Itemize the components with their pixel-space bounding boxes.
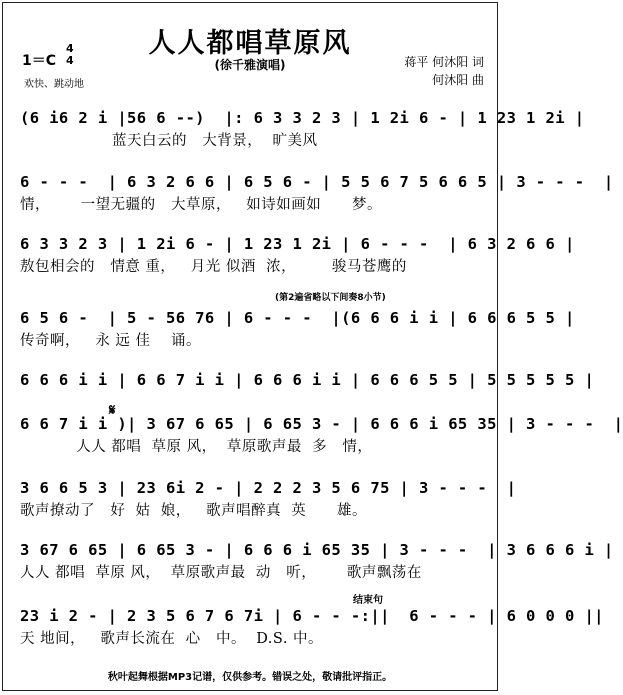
segno-sign: 𝄋 [109,401,116,419]
lyric-line: 情， 一望无疆的 大草原， 如诗如画如 梦。 [20,197,382,213]
score-line-2 [20,173,614,213]
lyric-line: 人人 都唱 草原 风， 草原歌声最 动 听， 歌声飘荡在 [20,565,422,581]
score-line-3 [20,235,575,275]
footer-note: 秋叶起舞根据MP3记谱，仅供参考。错误之处，敬请批评指正。 [107,672,393,683]
lyric-line: 人人 都唱 草原 风， 草原歌声最 多 情， [20,439,373,455]
lyric-line: 歌声撩动了 好 姑 娘， 歌声唱醉真 英 雄。 [20,503,367,519]
lyric-line: 蓝天白云的 大背景， 旷美风 [20,133,318,149]
song-subtitle: (徐千雅演唱) [214,58,286,72]
notation-line: 3 67 6 65 | 6 65 3 - | 6 6 6 i 65 35 | 3 - - - | 3 6 6 6 i | [20,541,614,559]
score-line-7 [20,479,517,519]
score-line-8 [20,541,614,581]
notation-line: 6 6 7 i i )| 3 67 6 65 | 6 65 3 - | 6 6 6 i 65 35 | 3 - - - | [20,415,623,433]
key-signature: 1＝C [22,53,57,69]
notation-line: 3 6 6 5 3 | 23 6i 2 - | 2 2 2 3 5 6 75 | 3 - - - | [20,479,517,497]
time-signature [66,43,74,67]
meter-top: 4 [66,42,74,55]
score-line-9 [20,607,604,647]
lyric-line: 天 地间， 歌声长流在 心 中。 D.S. 中。 [20,631,324,647]
composer-credit: 何沐阳 曲 [432,73,484,87]
tempo-marking: 欢快、跳动地 [24,79,84,90]
notation-line: 6 3 3 2 3 | 1 2i 6 - | 1 23 1 2i | 6 - - - | 6 3 2 6 6 | [20,235,575,253]
lyric-line: 传奇啊， 永 远 佳 诵。 [20,333,201,349]
notation-line: 23 i 2 - | 2 3 5 6 7 6 7i | 6 - - -:|| 6 - - - | 6 0 0 0 || [20,607,604,625]
meter-bottom: 4 [66,54,74,67]
interlude-note: (第2遍省略以下间奏8小节) [275,293,386,303]
score-line-6 [20,415,623,455]
score-page [2,2,623,691]
score-line-1 [20,109,585,149]
lyric-line [20,391,482,410]
notation-line: 6 - - - | 6 3 2 6 6 | 6 5 6 - | 5 5 6 7 5 6 6 5 | 3 - - - | [20,173,614,191]
notation-line: (6 i6 2 i |56 6 --) |: 6 3 3 2 3 | 1 2i 6 - | 1 23 1 2i | [20,109,585,127]
notation-line: 6 6 6 i i | 6 6 7 i i | 6 6 6 i i | 6 6 6 5 5 | 5 5 5 5 5 | [20,371,595,389]
lyricist-credit: 蒋平 何沐阳 词 [404,55,484,69]
score-line-5 [20,371,595,410]
song-title: 人人都唱草原风 [148,28,352,59]
lyric-line: 敖包相会的 情意 重， 月光 似酒 浓， 骏马苍鹰的 [20,259,407,275]
score-line-4 [20,309,575,349]
coda-label: 结束句 [353,595,383,606]
notation-line: 6 5 6 - | 5 - 56 76 | 6 - - - |(6 6 6 i i | 6 6 6 5 5 | [20,309,575,327]
